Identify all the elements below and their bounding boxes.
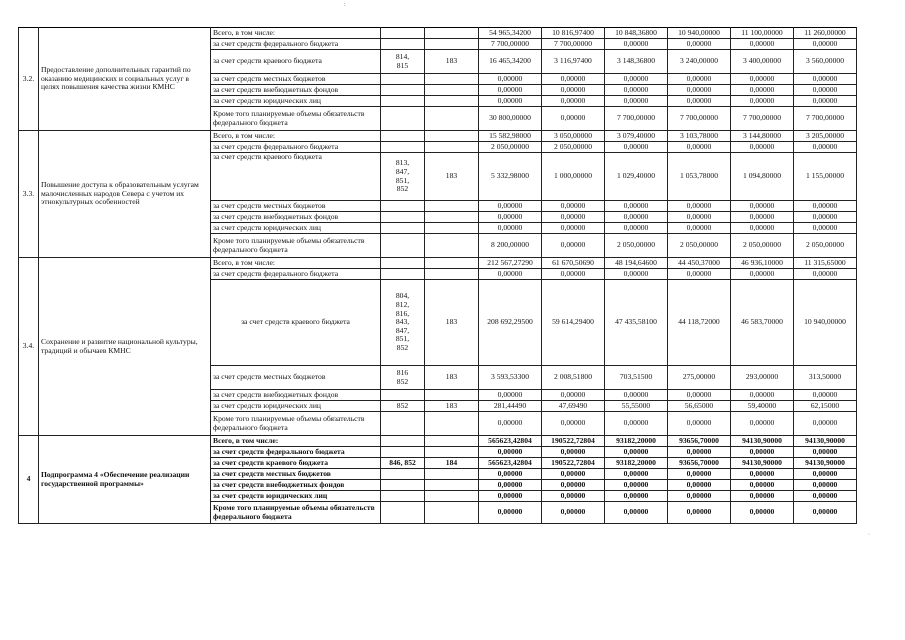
amount-cell: 0,00000: [605, 412, 668, 436]
amount-cell: 10 848,36800: [605, 28, 668, 39]
budget-table: [18, 27, 857, 524]
program-code: 183: [425, 280, 479, 366]
amount-cell: 0,00000: [479, 480, 542, 491]
program-code: [425, 223, 479, 234]
grbs-code: [381, 269, 425, 280]
amount-cell: 93182,20000: [605, 436, 668, 447]
amount-cell: 11 260,00000: [794, 28, 857, 39]
grbs-code: 816 852: [381, 366, 425, 390]
funding-source-label: за счет средств внебюджетных фондов: [211, 85, 381, 96]
grbs-code: [381, 201, 425, 212]
amount-cell: 0,00000: [605, 269, 668, 280]
funding-source-label: за счет средств внебюджетных фондов: [211, 212, 381, 223]
amount-cell: 0,00000: [542, 212, 605, 223]
funding-source-label: за счет средств внебюджетных фондов: [211, 390, 381, 401]
program-code: [425, 502, 479, 524]
program-code: 183: [425, 50, 479, 74]
grbs-code: 814, 815: [381, 50, 425, 74]
amount-cell: 0,00000: [605, 491, 668, 502]
amount-cell: 59,40000: [731, 401, 794, 412]
amount-cell: 0,00000: [668, 390, 731, 401]
program-code: [425, 258, 479, 269]
amount-cell: 190522,72804: [542, 436, 605, 447]
amount-cell: 0,00000: [479, 447, 542, 458]
amount-cell: 10 940,00000: [668, 28, 731, 39]
amount-cell: 10 940,00000: [794, 280, 857, 366]
amount-cell: 0,00000: [479, 201, 542, 212]
amount-cell: 0,00000: [794, 480, 857, 491]
funding-source-label: за счет средств юридических лиц: [211, 96, 381, 107]
amount-cell: 0,00000: [605, 142, 668, 153]
program-code: [425, 85, 479, 96]
program-code: [425, 469, 479, 480]
amount-cell: 293,00000: [731, 366, 794, 390]
funding-source-label: за счет средств местных бюджетов: [211, 74, 381, 85]
amount-cell: 0,00000: [605, 212, 668, 223]
amount-cell: 0,00000: [731, 469, 794, 480]
amount-cell: 0,00000: [542, 201, 605, 212]
funding-source-label: за счет средств местных бюджетов: [211, 366, 381, 390]
amount-cell: 0,00000: [605, 96, 668, 107]
amount-cell: 0,00000: [731, 390, 794, 401]
amount-cell: 0,00000: [731, 269, 794, 280]
amount-cell: 0,00000: [605, 447, 668, 458]
grbs-code: 804, 812, 816, 843, 847, 851, 852: [381, 280, 425, 366]
amount-cell: 94130,90000: [731, 436, 794, 447]
grbs-code: [381, 28, 425, 39]
funding-source-label: за счет средств местных бюджетов: [211, 201, 381, 212]
amount-cell: 0,00000: [542, 502, 605, 524]
amount-cell: 7 700,00000: [605, 107, 668, 131]
amount-cell: 0,00000: [479, 469, 542, 480]
amount-cell: 7 700,00000: [479, 39, 542, 50]
amount-cell: 93182,20000: [605, 458, 668, 469]
program-code: [425, 491, 479, 502]
amount-cell: 0,00000: [479, 96, 542, 107]
amount-cell: 281,44490: [479, 401, 542, 412]
program-code: 183: [425, 401, 479, 412]
amount-cell: 93656,70000: [668, 436, 731, 447]
amount-cell: 94130,90000: [731, 458, 794, 469]
funding-source-label: Всего, в том числе:: [211, 258, 381, 269]
amount-cell: 0,00000: [668, 201, 731, 212]
amount-cell: 275,00000: [668, 366, 731, 390]
grbs-code: 852: [381, 401, 425, 412]
amount-cell: 0,00000: [479, 491, 542, 502]
amount-cell: 0,00000: [542, 96, 605, 107]
amount-cell: 0,00000: [668, 212, 731, 223]
amount-cell: 0,00000: [668, 74, 731, 85]
section-number: 3.2.: [19, 28, 39, 131]
section-name: Сохранение и развитие национальной культуры, традиций и обычаев КМНС: [39, 258, 211, 436]
amount-cell: 0,00000: [605, 85, 668, 96]
amount-cell: 0,00000: [731, 96, 794, 107]
grbs-code: [381, 39, 425, 50]
amount-cell: 0,00000: [605, 223, 668, 234]
amount-cell: 0,00000: [605, 502, 668, 524]
grbs-code: [381, 491, 425, 502]
amount-cell: 2 050,00000: [605, 234, 668, 258]
amount-cell: 3 079,40000: [605, 131, 668, 142]
amount-cell: 0,00000: [668, 491, 731, 502]
amount-cell: 0,00000: [605, 469, 668, 480]
program-code: [425, 96, 479, 107]
budget-sheet: [18, 27, 857, 524]
amount-cell: 0,00000: [794, 201, 857, 212]
program-code: [425, 447, 479, 458]
amount-cell: 44 450,37000: [668, 258, 731, 269]
funding-source-label: Кроме того планируемые объемы обязательств федерального бюджета: [211, 107, 381, 131]
program-code: [425, 480, 479, 491]
grbs-code: [381, 234, 425, 258]
funding-source-label: за счет средств краевого бюджета: [211, 50, 381, 74]
section-name: Подпрограмма 4 «Обеспечение реализации государственной программы»: [39, 436, 211, 524]
program-code: [425, 39, 479, 50]
amount-cell: 0,00000: [731, 39, 794, 50]
amount-cell: 15 582,98000: [479, 131, 542, 142]
grbs-code: [381, 223, 425, 234]
amount-cell: 2 050,00000: [479, 142, 542, 153]
amount-cell: 0,00000: [731, 223, 794, 234]
amount-cell: 703,51500: [605, 366, 668, 390]
program-code: 183: [425, 153, 479, 201]
amount-cell: 7 700,00000: [731, 107, 794, 131]
amount-cell: 1 094,80000: [731, 153, 794, 201]
amount-cell: 0,00000: [794, 502, 857, 524]
amount-cell: 0,00000: [668, 412, 731, 436]
table-row: [19, 436, 857, 447]
amount-cell: 0,00000: [542, 469, 605, 480]
funding-source-label: за счет средств юридических лиц: [211, 401, 381, 412]
amount-cell: 0,00000: [605, 390, 668, 401]
funding-source-label: Всего, в том числе:: [211, 131, 381, 142]
funding-source-label: Всего, в том числе:: [211, 28, 381, 39]
amount-cell: 0,00000: [731, 491, 794, 502]
grbs-code: [381, 447, 425, 458]
grbs-code: [381, 469, 425, 480]
grbs-code: [381, 96, 425, 107]
amount-cell: 0,00000: [794, 269, 857, 280]
grbs-code: [381, 480, 425, 491]
amount-cell: 0,00000: [542, 85, 605, 96]
amount-cell: 0,00000: [731, 502, 794, 524]
amount-cell: 48 194,64600: [605, 258, 668, 269]
amount-cell: 0,00000: [479, 412, 542, 436]
grbs-code: [381, 142, 425, 153]
amount-cell: 3 593,53300: [479, 366, 542, 390]
amount-cell: 93656,70000: [668, 458, 731, 469]
program-code: [425, 107, 479, 131]
amount-cell: 5 332,98000: [479, 153, 542, 201]
amount-cell: 0,00000: [542, 491, 605, 502]
section-number: 4: [19, 436, 39, 524]
amount-cell: 0,00000: [794, 447, 857, 458]
program-code: [425, 390, 479, 401]
funding-source-label: за счет средств федерального бюджета: [211, 447, 381, 458]
amount-cell: 2 050,00000: [731, 234, 794, 258]
amount-cell: 46 936,10000: [731, 258, 794, 269]
amount-cell: 0,00000: [542, 390, 605, 401]
amount-cell: 0,00000: [668, 39, 731, 50]
amount-cell: 0,00000: [479, 502, 542, 524]
amount-cell: 0,00000: [731, 212, 794, 223]
funding-source-label: Кроме того планируемые объемы обязательств федерального бюджета: [211, 502, 381, 524]
section-number: 3.4.: [19, 258, 39, 436]
grbs-code: [381, 212, 425, 223]
program-code: 184: [425, 458, 479, 469]
amount-cell: 59 614,29400: [542, 280, 605, 366]
amount-cell: 0,00000: [479, 390, 542, 401]
amount-cell: 0,00000: [794, 142, 857, 153]
amount-cell: 0,00000: [794, 85, 857, 96]
amount-cell: 0,00000: [542, 447, 605, 458]
amount-cell: 7 700,00000: [668, 107, 731, 131]
program-code: [425, 201, 479, 212]
amount-cell: 2 050,00000: [794, 234, 857, 258]
amount-cell: 0,00000: [605, 39, 668, 50]
amount-cell: 44 118,72000: [668, 280, 731, 366]
amount-cell: 0,00000: [542, 223, 605, 234]
amount-cell: 0,00000: [542, 234, 605, 258]
amount-cell: 56,65000: [668, 401, 731, 412]
grbs-code: 846, 852: [381, 458, 425, 469]
amount-cell: 2 008,51800: [542, 366, 605, 390]
grbs-code: [381, 258, 425, 269]
amount-cell: 0,00000: [731, 412, 794, 436]
amount-cell: 190522,72804: [542, 458, 605, 469]
amount-cell: 30 800,00000: [479, 107, 542, 131]
amount-cell: 3 148,36800: [605, 50, 668, 74]
amount-cell: 0,00000: [794, 96, 857, 107]
amount-cell: 0,00000: [668, 96, 731, 107]
amount-cell: 1 029,40000: [605, 153, 668, 201]
amount-cell: 0,00000: [668, 447, 731, 458]
amount-cell: 0,00000: [794, 74, 857, 85]
amount-cell: 7 700,00000: [794, 107, 857, 131]
table-row: [19, 28, 857, 39]
amount-cell: 0,00000: [794, 212, 857, 223]
program-code: [425, 212, 479, 223]
amount-cell: 0,00000: [731, 142, 794, 153]
amount-cell: 0,00000: [542, 269, 605, 280]
amount-cell: 0,00000: [794, 412, 857, 436]
amount-cell: 3 103,78000: [668, 131, 731, 142]
amount-cell: 0,00000: [731, 201, 794, 212]
amount-cell: 0,00000: [479, 85, 542, 96]
amount-cell: 0,00000: [605, 480, 668, 491]
amount-cell: 94130,90000: [794, 436, 857, 447]
amount-cell: 313,50000: [794, 366, 857, 390]
grbs-code: [381, 131, 425, 142]
funding-source-label: за счет средств краевого бюджета: [211, 458, 381, 469]
section-name: Предоставление дополнительных гарантий по оказанию медицинских и социальных услуг в целях повышения качества жизни КМНС: [39, 28, 211, 131]
program-code: [425, 131, 479, 142]
amount-cell: 1 000,00000: [542, 153, 605, 201]
amount-cell: 0,00000: [542, 480, 605, 491]
amount-cell: 8 200,00000: [479, 234, 542, 258]
amount-cell: 61 670,50690: [542, 258, 605, 269]
scan-dots: :: [344, 2, 346, 8]
program-code: [425, 412, 479, 436]
amount-cell: 212 567,27290: [479, 258, 542, 269]
grbs-code: [381, 107, 425, 131]
funding-source-label: Кроме того планируемые объемы обязательств федерального бюджета: [211, 234, 381, 258]
funding-source-label: за счет средств краевого бюджета: [211, 153, 381, 201]
amount-cell: 10 816,97400: [542, 28, 605, 39]
grbs-code: [381, 436, 425, 447]
amount-cell: 0,00000: [794, 39, 857, 50]
amount-cell: 0,00000: [605, 74, 668, 85]
program-code: [425, 269, 479, 280]
amount-cell: 2 050,00000: [542, 142, 605, 153]
funding-source-label: за счет средств юридических лиц: [211, 491, 381, 502]
grbs-code: [381, 85, 425, 96]
amount-cell: 0,00000: [542, 107, 605, 131]
grbs-code: 813, 847, 851, 852: [381, 153, 425, 201]
amount-cell: 3 240,00000: [668, 50, 731, 74]
amount-cell: 0,00000: [668, 469, 731, 480]
amount-cell: 3 205,00000: [794, 131, 857, 142]
amount-cell: 3 144,80000: [731, 131, 794, 142]
program-code: [425, 436, 479, 447]
program-code: [425, 234, 479, 258]
funding-source-label: за счет средств краевого бюджета: [211, 280, 381, 366]
amount-cell: 47 435,58100: [605, 280, 668, 366]
funding-source-label: Всего, в том числе:: [211, 436, 381, 447]
amount-cell: 16 465,34200: [479, 50, 542, 74]
amount-cell: 0,00000: [479, 269, 542, 280]
amount-cell: 46 583,70000: [731, 280, 794, 366]
amount-cell: 0,00000: [668, 269, 731, 280]
amount-cell: 0,00000: [479, 223, 542, 234]
funding-source-label: за счет средств местных бюджетов: [211, 469, 381, 480]
amount-cell: 0,00000: [668, 480, 731, 491]
amount-cell: 55,55000: [605, 401, 668, 412]
program-code: [425, 28, 479, 39]
amount-cell: 1 155,00000: [794, 153, 857, 201]
amount-cell: 47,69490: [542, 401, 605, 412]
amount-cell: 565623,42804: [479, 436, 542, 447]
section-name: Повышение доступа к образовательным услугам малочисленных народов Севера с учетом их этнокультурных особенностей: [39, 131, 211, 258]
program-code: [425, 142, 479, 153]
grbs-code: [381, 390, 425, 401]
amount-cell: 11 315,65000: [794, 258, 857, 269]
grbs-code: [381, 502, 425, 524]
amount-cell: 0,00000: [668, 85, 731, 96]
grbs-code: [381, 412, 425, 436]
amount-cell: 2 050,00000: [668, 234, 731, 258]
amount-cell: 7 700,00000: [542, 39, 605, 50]
amount-cell: 0,00000: [794, 390, 857, 401]
amount-cell: 0,00000: [542, 74, 605, 85]
amount-cell: 3 050,00000: [542, 131, 605, 142]
funding-source-label: за счет средств федерального бюджета: [211, 142, 381, 153]
amount-cell: 3 400,00000: [731, 50, 794, 74]
scan-dot: ·: [868, 532, 870, 538]
table-row: [19, 131, 857, 142]
amount-cell: 0,00000: [731, 85, 794, 96]
funding-source-label: за счет средств внебюджетных фондов: [211, 480, 381, 491]
amount-cell: 0,00000: [542, 412, 605, 436]
amount-cell: 0,00000: [794, 469, 857, 480]
program-code: 183: [425, 366, 479, 390]
funding-source-label: за счет средств федерального бюджета: [211, 39, 381, 50]
amount-cell: 1 053,78000: [668, 153, 731, 201]
amount-cell: 0,00000: [479, 74, 542, 85]
amount-cell: 3 560,00000: [794, 50, 857, 74]
amount-cell: 62,15000: [794, 401, 857, 412]
amount-cell: 0,00000: [794, 491, 857, 502]
section-number: 3.3.: [19, 131, 39, 258]
funding-source-label: за счет средств федерального бюджета: [211, 269, 381, 280]
amount-cell: 3 116,97400: [542, 50, 605, 74]
funding-source-label: Кроме того планируемые объемы обязательств федерального бюджета: [211, 412, 381, 436]
grbs-code: [381, 74, 425, 85]
amount-cell: 0,00000: [794, 223, 857, 234]
amount-cell: 0,00000: [668, 502, 731, 524]
amount-cell: 0,00000: [668, 223, 731, 234]
amount-cell: 54 965,34200: [479, 28, 542, 39]
program-code: [425, 74, 479, 85]
amount-cell: 565623,42804: [479, 458, 542, 469]
amount-cell: 208 692,29500: [479, 280, 542, 366]
amount-cell: 94130,90000: [794, 458, 857, 469]
funding-source-label: за счет средств юридических лиц: [211, 223, 381, 234]
amount-cell: 0,00000: [731, 447, 794, 458]
amount-cell: 0,00000: [731, 480, 794, 491]
amount-cell: 0,00000: [731, 74, 794, 85]
amount-cell: 0,00000: [668, 142, 731, 153]
table-row: [19, 258, 857, 269]
amount-cell: 11 100,00000: [731, 28, 794, 39]
amount-cell: 0,00000: [605, 201, 668, 212]
amount-cell: 0,00000: [479, 212, 542, 223]
